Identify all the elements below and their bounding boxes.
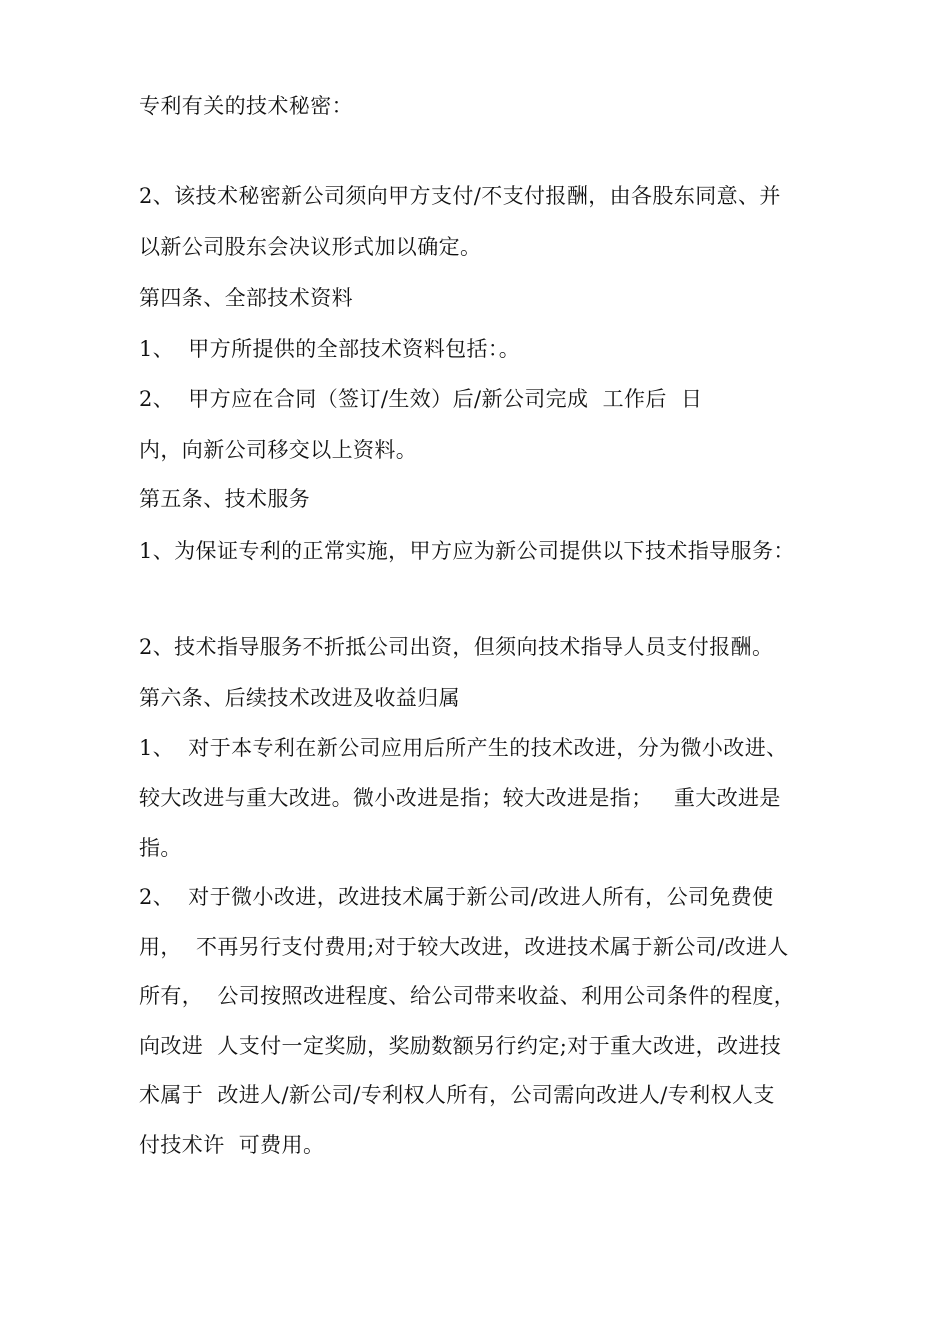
text-line-5: 1、 甲方所提供的全部技术资料包括：。 (139, 337, 521, 361)
text-line-19: 术属于 改进人/新公司/专利权人所有，公司需向改进人/专利权人支 (139, 1083, 775, 1107)
article-heading-5: 第五条、技术服务 (139, 487, 311, 511)
text-line-17: 所有， 公司按照改进程度、给公司带来收益、利用公司条件的程度， (139, 984, 796, 1008)
text-line-3: 以新公司股东会决议形式加以确定。 (139, 235, 482, 259)
text-line-7: 内，向新公司移交以上资料。 (139, 438, 418, 462)
text-line-9: 1、为保证专利的正常实施，甲方应为新公司提供以下技术指导服务： (139, 539, 795, 563)
text-line-10: 2、技术指导服务不折抵公司出资，但须向技术指导人员支付报酬。 (139, 635, 774, 659)
article-heading-4: 第四条、全部技术资料 (139, 286, 353, 310)
text-line-15: 2、 对于微小改进，改进技术属于新公司/改进人所有，公司免费使 (139, 885, 774, 909)
text-line-12: 1、 对于本专利在新公司应用后所产生的技术改进，分为微小改进、 (139, 736, 788, 760)
text-line-13: 较大改进与重大改进。微小改进是指；较大改进是指； 重大改进是 (139, 786, 781, 810)
article-heading-6: 第六条、后续技术改进及收益归属 (139, 686, 460, 710)
text-line-1: 专利有关的技术秘密： (139, 94, 353, 118)
text-line-2: 2、该技术秘密新公司须向甲方支付/不支付报酬，由各股东同意、并 (139, 184, 781, 208)
text-line-20: 付技术许 可费用。 (139, 1133, 325, 1157)
text-line-6: 2、 甲方应在合同（签订/生效）后/新公司完成 工作后 日 (139, 387, 703, 411)
text-line-18: 向改进 人支付一定奖励，奖励数额另行约定;对于重大改进，改进技 (139, 1034, 782, 1058)
text-line-16: 用， 不再另行支付费用;对于较大改进，改进技术属于新公司/改进人 (139, 935, 789, 959)
text-line-14: 指。 (139, 836, 182, 860)
